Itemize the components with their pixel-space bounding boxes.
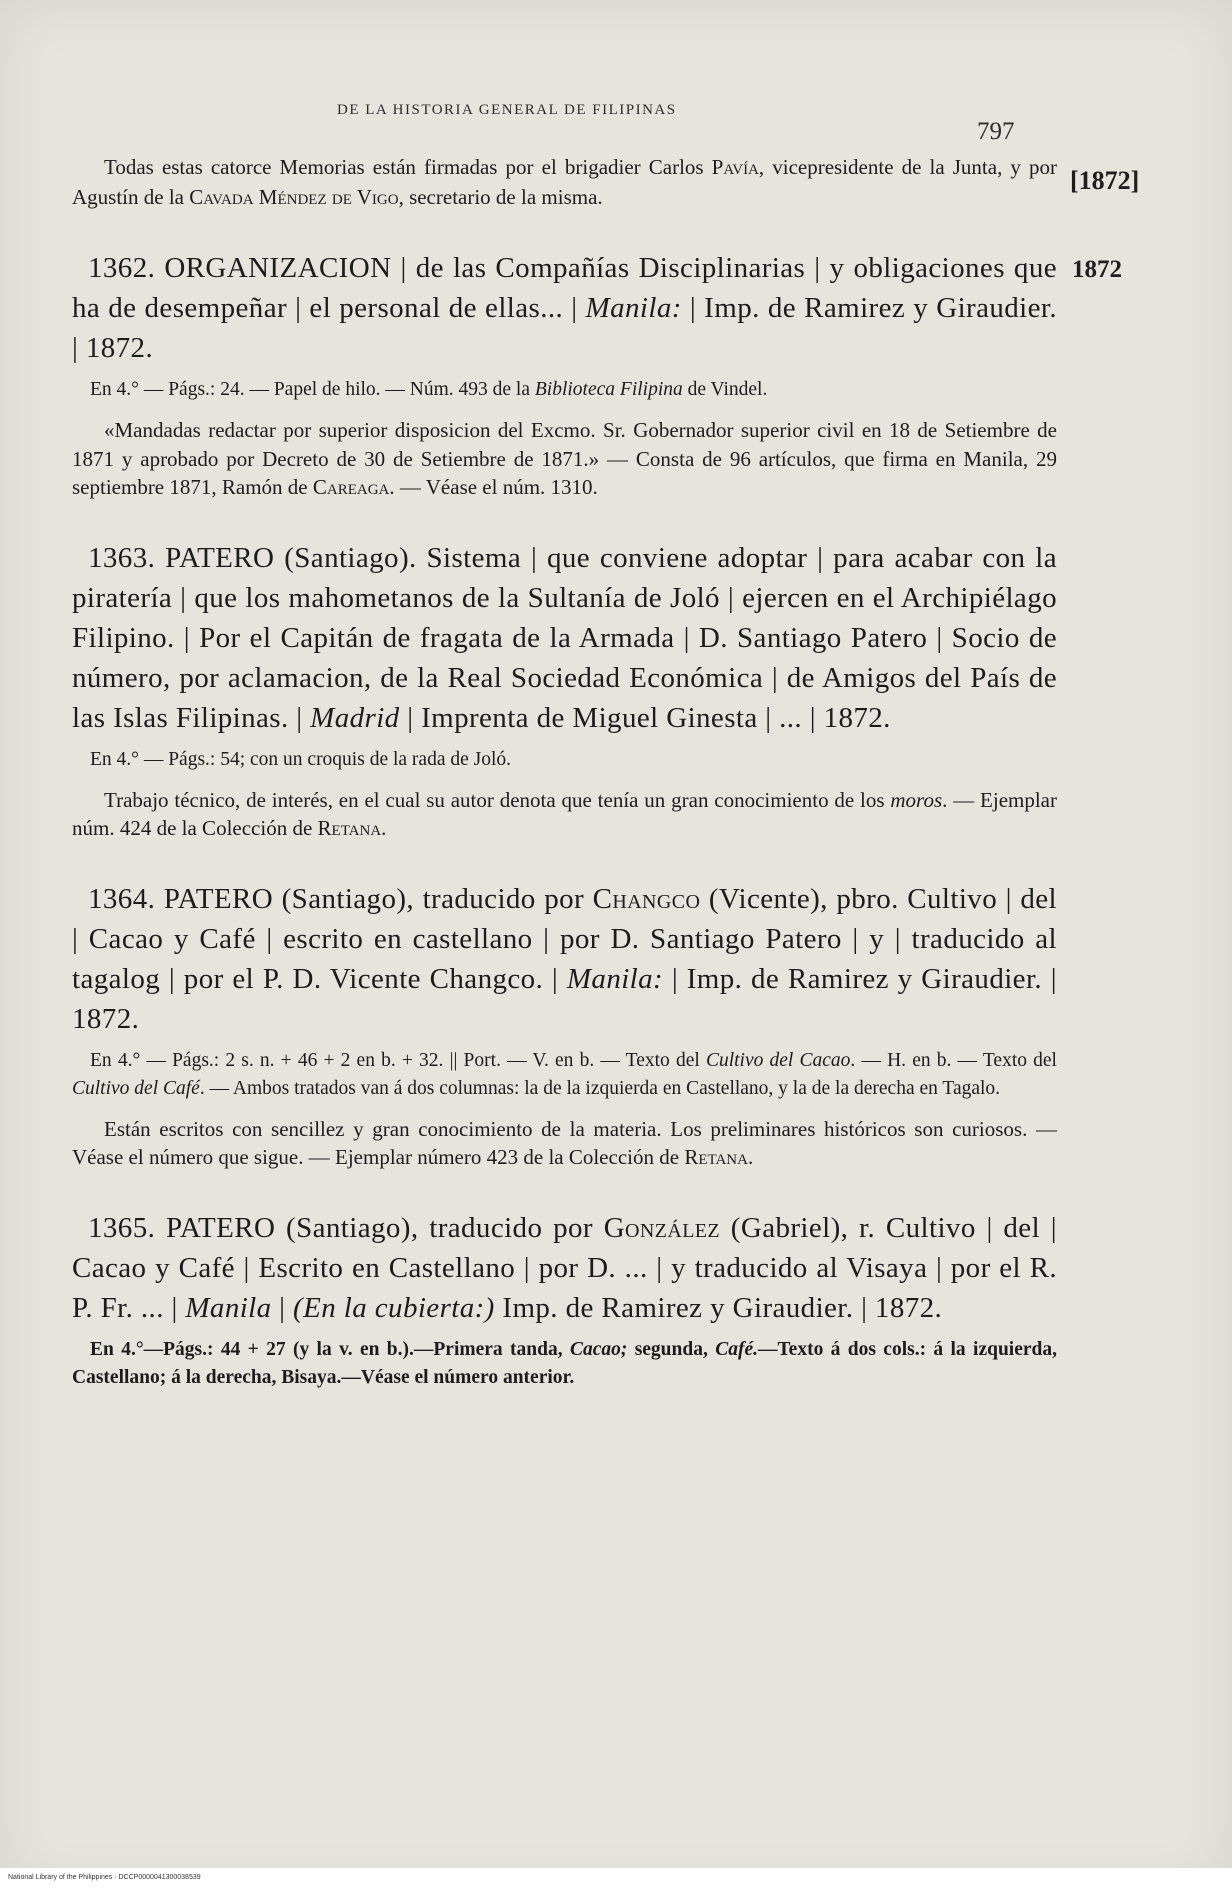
entry-notes: En 4.° — Págs.: 54; con un croquis de la rada de Joló. xyxy=(90,748,512,770)
notes-italic-1: Cacao; xyxy=(569,1338,628,1360)
margin-year-bracketed: [1872] xyxy=(1070,166,1140,195)
entry-text: ORGANIZACION | de las Compañías Disciplinarias | y obligaciones que ha de desempeñar | el personal de ellas... | xyxy=(72,252,1058,324)
entry-place: Manila: xyxy=(566,962,664,995)
running-title: DE LA HISTORIA GENERAL DE FILIPINAS xyxy=(337,102,677,118)
entry-text-2: | Imp. de Ramirez y Giraudier. | 1872. xyxy=(72,292,1057,364)
notes-italic-2: Café. xyxy=(715,1338,758,1360)
entry-number: 1365. xyxy=(88,1211,156,1244)
intro-text-c: , secretario de la misma. xyxy=(398,185,603,209)
entry-place: Manila xyxy=(185,1291,272,1324)
entry-text: PATERO (Santiago). Sistema | que conviene adoptar | para acabar con la piratería | que los mahometanos de la Sultanía de Joló | ejercen en el Archipiélago Filipino. | Por el Capitán de fragata de la Armada | D. Santiago Patero | Socio de número, por aclamacion, de la Real Sociedad Económica | de Amigos del País de las Islas Filipinas. | xyxy=(72,541,1057,734)
notes-italic-1: Cultivo del Cacao xyxy=(705,1049,851,1071)
comment-text-a: «Mandadas redactar por superior disposicion del Excmo. Sr. Gobernador superior civil en 18 de Setiembre de 1871 y aprobado por Decreto de 30 de Setiembre de 1871.» — Consta de 96 artículos, que firma en Manila, 29 septiembre 1871, Ramón de xyxy=(72,418,1057,499)
entry-comment xyxy=(72,786,1057,843)
margin-year: 1872 xyxy=(1072,256,1122,283)
entry-comment xyxy=(72,1115,1057,1172)
notes-italic: Biblioteca Filipina xyxy=(534,379,683,400)
notes-text-2: de Vindel. xyxy=(682,379,768,400)
entry-name: González xyxy=(603,1211,721,1244)
notes-text-a: En 4.° — Págs.: 2 s. n. + 46 + 2 en b. + 32. || Port. — V. en b. — Texto del xyxy=(90,1049,706,1071)
entry-place: Madrid xyxy=(310,701,400,734)
intro-name-cavada: Cavada Méndez de Vigo xyxy=(189,185,399,209)
notes-text: En 4.° — Págs.: 24. — Papel de hilo. — Núm. 493 de la xyxy=(90,379,535,400)
page-header xyxy=(72,92,1057,152)
entry-text-b: (Gabriel), r. Cultivo | del | Cacao y Café | Escrito en Castellano | por D. ... | y traducido al Visaya | por el R. P. Fr. ... | xyxy=(72,1211,1057,1324)
entry-text-a: PATERO (Santiago), traducido por xyxy=(166,1211,604,1244)
page-content xyxy=(72,92,1140,1392)
intro-paragraph xyxy=(72,152,1057,212)
notes-text-b: segunda, xyxy=(627,1338,716,1360)
entry-1364 xyxy=(72,879,1057,1172)
entry-place: Manila: xyxy=(585,292,682,324)
comment-text-c: . xyxy=(381,816,387,840)
page-number: 797 xyxy=(977,118,1015,145)
comment-text-b: . — Véase el núm. 1310. xyxy=(389,475,598,499)
comment-name: Retana xyxy=(317,816,382,840)
intro-block xyxy=(72,152,1140,212)
comment-text-b: . — Ejemplar núm. 424 de la Colección de xyxy=(72,787,1057,840)
entry-notes xyxy=(72,376,1057,404)
entry-text-2: Imp. de Ramirez y Giraudier. | 1872. xyxy=(494,1291,943,1324)
scan-footer: National Library of the Philippines · DCCP0000041300038539 xyxy=(8,1874,201,1881)
notes-text-c: —Texto á dos cols.: á la izquierda, Castellano; á la derecha, Bisaya.—Véase el número anterior. xyxy=(72,1338,1057,1388)
entry-name: Changco xyxy=(592,882,701,915)
entry-text-2: | Imprenta de Miguel Ginesta | ... | 1872. xyxy=(399,701,891,734)
comment-text-b: . xyxy=(747,1145,754,1169)
entry-notes xyxy=(72,1336,1057,1392)
notes-text-a: En 4.°—Págs.: 44 + 27 (y la v. en b.).—Primera tanda, xyxy=(90,1338,570,1360)
comment-italic: moros xyxy=(890,787,943,812)
entry-text-b: (Vicente), pbro. Cultivo | del | Cacao y Café | escrito en castellano | por D. Santiago Patero | y | traducido al tagalog | por el P. D. Vicente Changco. | xyxy=(72,882,1057,995)
entry-notes xyxy=(72,1047,1057,1103)
entry-text-a: PATERO (Santiago), traducido por xyxy=(163,882,593,915)
entry-title xyxy=(72,879,1057,1039)
entry-1362 xyxy=(72,248,1122,502)
entry-italic-cover: (En la cubierta:) xyxy=(293,1291,495,1324)
notes-italic-2: Cultivo del Café xyxy=(72,1077,200,1099)
entry-text-2: | Imp. de Ramirez y Giraudier. | 1872. xyxy=(72,962,1057,1035)
notes-text-b: . — H. en b. — Texto del xyxy=(850,1049,1057,1071)
intro-name-pavia: Pavía xyxy=(711,155,759,179)
comment-name: Retana xyxy=(684,1145,748,1169)
comment-text-a: Trabajo técnico, de interés, en el cual su autor denota que tenía un gran conocimiento de los xyxy=(104,787,891,812)
entry-title xyxy=(72,248,1057,368)
entry-number: 1364. xyxy=(88,882,156,915)
entry-text-c: | xyxy=(271,1291,294,1324)
comment-name: Careaga xyxy=(312,475,390,499)
entry-1365 xyxy=(72,1208,1057,1392)
intro-text-a: Todas estas catorce Memorias están firmadas por el brigadier Carlos xyxy=(104,155,712,179)
comment-text-a: Están escritos con sencillez y gran conocimiento de la materia. Los preliminares históricos son curiosos. — Véase el número que sigue. — Ejemplar número 423 de la Colección de xyxy=(72,1116,1057,1169)
entry-title xyxy=(72,1208,1057,1328)
entry-number: 1363. xyxy=(88,541,156,574)
entry-number: 1362. xyxy=(88,252,156,284)
notes-text-c: . — Ambos tratados van á dos columnas: la de la izquierda en Castellano, y la de la derecha en Tagalo. xyxy=(199,1077,1001,1099)
entry-title xyxy=(72,538,1057,738)
intro-text-b: , vicepresidente de la Junta, y por Agustín de la xyxy=(72,155,1057,209)
entry-1363 xyxy=(72,538,1057,843)
entry-comment xyxy=(72,416,1057,502)
